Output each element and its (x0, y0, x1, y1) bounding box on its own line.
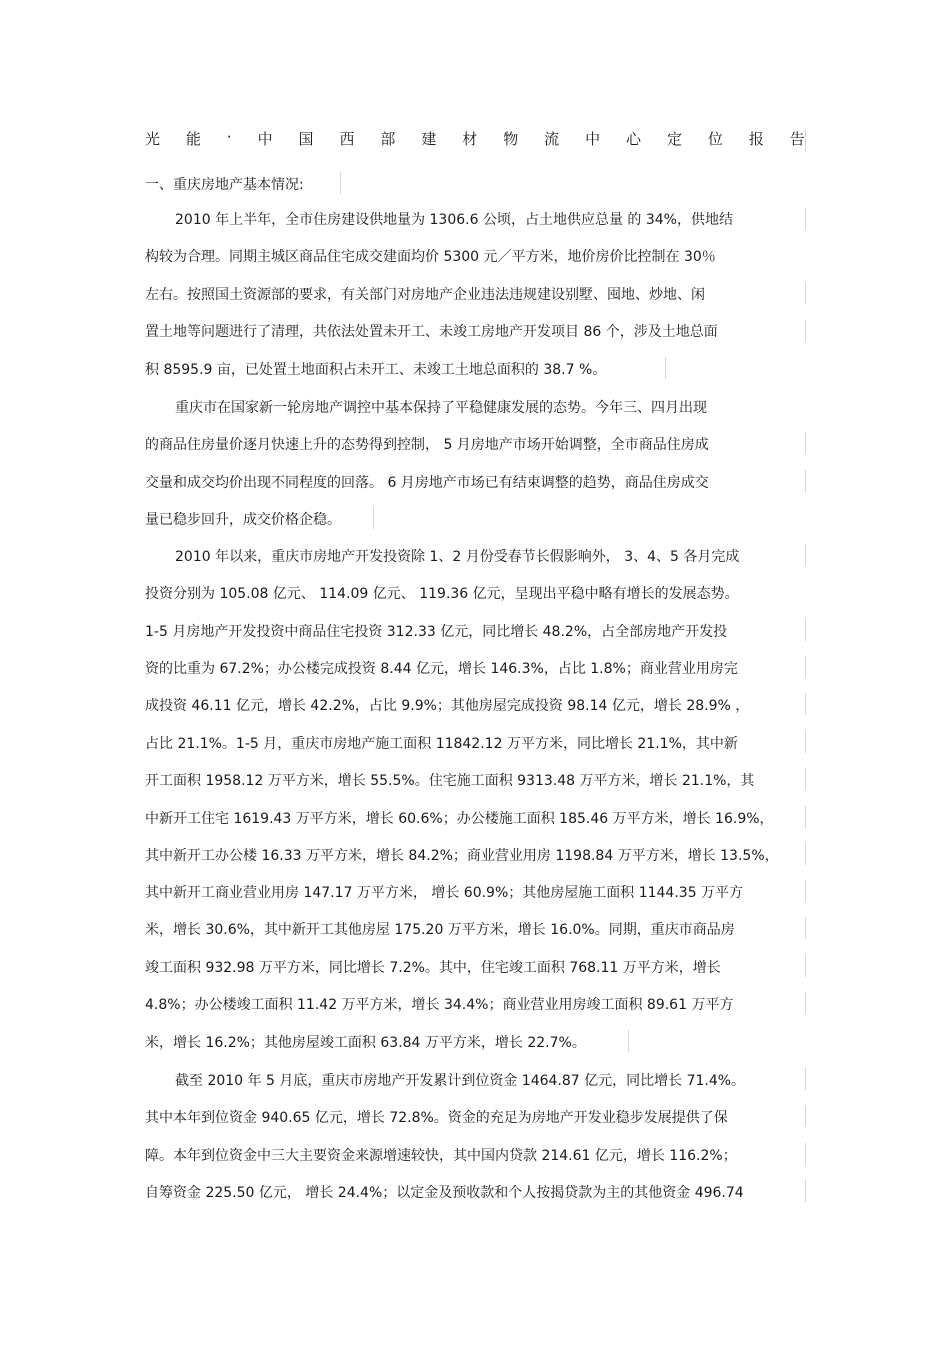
title-char: 物 (503, 130, 519, 148)
paragraph-line: 其中新开工办公楼 16.33 万平方米，增长 84.2%；商业营业用房 1198.84 万平方米，增长 13.5%， (145, 848, 779, 864)
section-heading: 一、重庆房地产基本情况: (145, 177, 304, 193)
paragraph-line: 竣工面积 932.98 万平方米，同比增长 7.2%。其中，住宅竣工面积 768.11 万平方米，增长 (145, 960, 721, 976)
line-edge-mark (805, 880, 806, 902)
title-char: 流 (544, 130, 560, 148)
line-edge-mark (805, 282, 806, 304)
line-edge-mark (805, 843, 806, 865)
line-edge-mark (805, 693, 806, 715)
line-edge-mark (805, 1180, 806, 1202)
paragraph-line: 左右。按照国土资源部的要求，有关部门对房地产企业违法违规建设别墅、囤地、炒地、闲 (145, 287, 705, 303)
paragraph-line: 其中本年到位资金 940.65 亿元，增长 72.8%。资金的充足为房地产开发业稳步发展提供了保 (145, 1110, 728, 1126)
paragraph-line: 构较为合理。同期主城区商品住宅成交建面均价 5300 元／平方米，地价房价比控制在 30％ (145, 249, 716, 265)
title-char: 国 (298, 130, 314, 148)
line-edge-mark (805, 955, 806, 977)
line-edge-mark (805, 917, 806, 939)
paragraph-line: 资的比重为 67.2%；办公楼完成投资 8.44 亿元，增长 146.3%，占比 1.8%；商业营业用房完 (145, 661, 738, 677)
line-edge-mark (805, 320, 806, 342)
title-char: 中 (585, 130, 601, 148)
title-char: 告 (789, 130, 805, 148)
paragraph-line: 占比 21.1%。1-5 月，重庆市房地产施工面积 11842.12 万平方米，同比增长 21.1%，其中新 (145, 736, 738, 752)
line-edge-mark (805, 130, 806, 152)
title-char: · (226, 128, 232, 146)
paragraph-line: 重庆市在国家新一轮房地产调控中基本保持了平稳健康发展的态势。今年三、四月出现 (175, 400, 707, 416)
title-char: 材 (462, 130, 478, 148)
line-edge-mark (805, 656, 806, 678)
title-char: 心 (626, 130, 642, 148)
line-edge-mark (805, 544, 806, 566)
paragraph-line: 开工面积 1958.12 万平方米，增长 55.5%。住宅施工面积 9313.48 万平方米，增长 21.1%，其 (145, 773, 755, 789)
line-edge-mark (805, 768, 806, 790)
line-edge-mark (373, 507, 374, 529)
line-edge-mark (805, 432, 806, 454)
paragraph-line: 1-5 月房地产开发投资中商品住宅投资 312.33 亿元，同比增长 48.2%，占全部房地产开发投 (145, 624, 728, 640)
paragraph-line: 2010 年以来，重庆市房地产开发投资除 1、2 月份受春节长假影响外， 3、4、5 各月完成 (175, 549, 740, 565)
paragraph-line: 截至 2010 年 5 月底，重庆市房地产开发累计到位资金 1464.87 亿元，同比增长 71.4%。 (175, 1073, 746, 1089)
title-char: 建 (421, 130, 437, 148)
paragraph-line: 米，增长 30.6%，其中新开工其他房屋 175.20 万平方米，增长 16.0%。同期，重庆市商品房 (145, 922, 735, 938)
paragraph-line: 交量和成交均价出现不同程度的回落。 6 月房地产市场已有结束调整的趋势，商品住房成交 (145, 475, 709, 491)
line-edge-mark (628, 1030, 629, 1052)
report-title (145, 128, 805, 152)
line-edge-mark (805, 731, 806, 753)
title-char: 中 (257, 130, 273, 148)
title-char: 光 (145, 130, 161, 148)
title-char: 能 (185, 130, 201, 148)
paragraph-line: 的商品住房量价逐月快速上升的态势得到控制， 5 月房地产市场开始调整，全市商品住房成 (145, 437, 709, 453)
line-edge-mark (805, 1068, 806, 1090)
paragraph-line: 2010 年上半年，全市住房建设供地量为 1306.6 公顷，占土地供应总量 的 34%，供地结 (175, 212, 733, 228)
line-edge-mark (665, 357, 666, 379)
title-char: 报 (748, 130, 764, 148)
paragraph-line: 积 8595.9 亩，已处置土地面积占未开工、未竣工土地总面积的 38.7 %。 (145, 362, 607, 378)
line-edge-mark (805, 1143, 806, 1165)
title-char: 位 (707, 130, 723, 148)
title-char: 定 (666, 130, 682, 148)
line-edge-mark (805, 208, 806, 230)
paragraph-line: 自筹资金 225.50 亿元， 增长 24.4%；以定金及预收款和个人按揭贷款为主的其他资金 496.74 (145, 1185, 744, 1201)
paragraph-line: 障。本年到位资金中三大主要资金来源增速较快，其中国内贷款 214.61 亿元，增长 116.2%； (145, 1148, 737, 1164)
paragraph-line: 置土地等问题进行了清理，共依法处置未开工、未竣工房地产开发项目 86 个，涉及土地总面 (145, 324, 718, 340)
paragraph-line: 中新开工住宅 1619.43 万平方米，增长 60.6%；办公楼施工面积 185.46 万平方米，增长 16.9%， (145, 811, 774, 827)
paragraph-line: 其中新开工商业营业用房 147.17 万平方米， 增长 60.9%；其他房屋施工面积 1144.35 万平方 (145, 885, 744, 901)
line-edge-mark (805, 470, 806, 492)
paragraph-line: 米，增长 16.2%；其他房屋竣工面积 63.84 万平方米，增长 22.7%。 (145, 1035, 586, 1051)
paragraph-line: 成投资 46.11 亿元，增长 42.2%，占比 9.9%；其他房屋完成投资 98.14 亿元，增长 28.9% ， (145, 698, 750, 714)
line-edge-mark (805, 619, 806, 641)
title-char: 西 (339, 130, 355, 148)
line-edge-mark (805, 1105, 806, 1127)
line-edge-mark (340, 172, 341, 194)
paragraph-line: 4.8%；办公楼竣工面积 11.42 万平方米，增长 34.4%；商业营业用房竣工面积 89.61 万平方 (145, 997, 734, 1013)
title-char: 部 (380, 130, 396, 148)
line-edge-mark (805, 992, 806, 1014)
paragraph-line: 投资分别为 105.08 亿元、 114.09 亿元、 119.36 亿元，呈现出平稳中略有增长的发展态势。 (145, 586, 739, 602)
line-edge-mark (805, 806, 806, 828)
paragraph-line: 量已稳步回升，成交价格企稳。 (145, 512, 341, 528)
